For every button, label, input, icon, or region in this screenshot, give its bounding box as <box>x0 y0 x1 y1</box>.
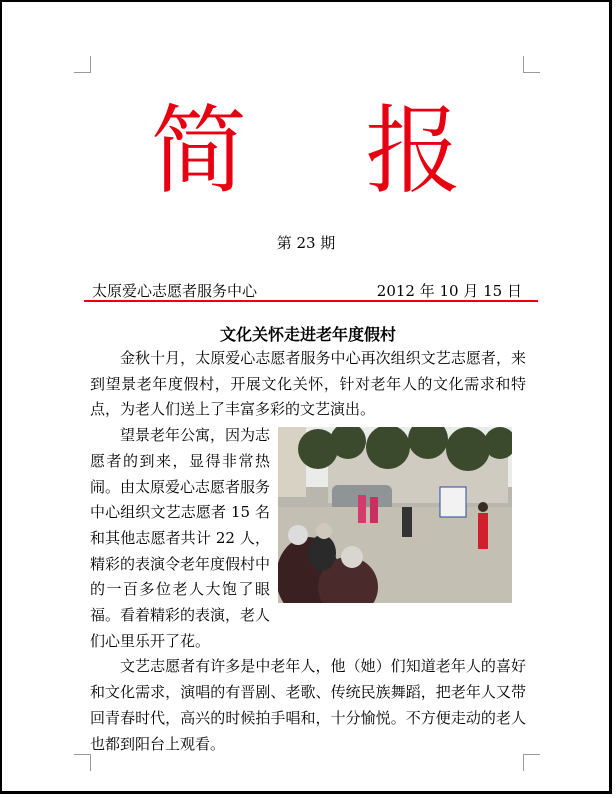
article-body <box>90 346 526 757</box>
masthead-title: 简 报 <box>150 95 506 207</box>
organization-name: 太原爱心志愿者服务中心 <box>92 282 258 300</box>
header-rule <box>84 300 538 302</box>
margin-mark-bottom-left <box>74 754 91 771</box>
article-headline: 文化关怀走进老年度假村 <box>219 325 396 344</box>
margin-mark-top-left <box>74 56 91 73</box>
publication-date: 2012 年 10 月 15 日 <box>376 282 522 300</box>
issue-number: 第 23 期 <box>276 234 336 252</box>
event-photo <box>278 427 512 603</box>
paragraph-2: 望景老年公寓，因为志愿者的到来，显得非常热闹。由太原爱心志愿者服务中心组织文艺志愿者 15 名和其他志愿者共计 22 人，精彩的表演令老年度假村中的一百多位老人大饱了眼福。看着精彩的表演，老人们心里乐开了花。 <box>90 426 271 650</box>
paragraph-1: 金秋十月，太原爱心志愿者服务中心再次组织文艺志愿者，来到望景老年度假村，开展文化关怀，针对老年人的文化需求和特点，为老人们送上了丰富多彩的文艺演出。 <box>90 349 526 419</box>
paragraph-3: 文艺志愿者有许多是中老年人，他（她）们知道老年人的喜好和文化需求，演唱的有晋剧、老歌、传统民族舞蹈，把老年人又带回青春时代，高兴的时候拍手唱和，十分愉悦。不方便走动的老人也都到阳台上观看。 <box>90 657 526 753</box>
margin-mark-top-right <box>523 56 540 73</box>
